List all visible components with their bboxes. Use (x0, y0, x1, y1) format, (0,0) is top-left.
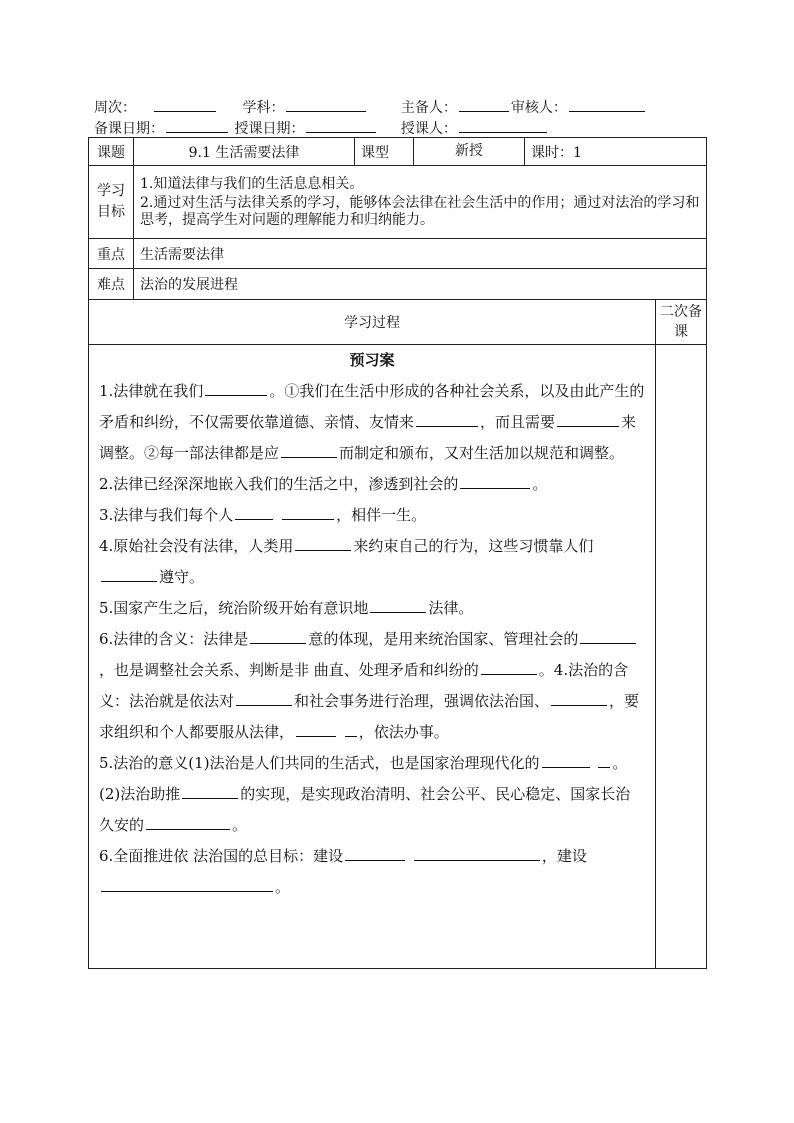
process-header-row (89, 300, 707, 345)
goal-2: 2.通过对生活与法律关系的学习，能够体会法律在社会生活中的作用；通过对法治的学习和思考，提高学生对问题的理解能力和归纳能力。 (140, 194, 700, 228)
question-2: 2.法律已经深深地嵌入我们的生活之中，渗透到社会的 。 (99, 475, 548, 493)
second-prep-area (656, 345, 707, 969)
goals-content (134, 166, 707, 239)
type-label: 课型 (355, 138, 414, 166)
goals-label: 学习目标 (89, 166, 134, 239)
question-5: 5.国家产生之后，统治阶级开始有意识地 法律。 (99, 599, 474, 617)
second-prep-label: 二次备课 (656, 300, 707, 345)
prep-date-blank (166, 118, 228, 133)
subject-blank (286, 97, 366, 112)
type-value: 新授 (414, 138, 525, 166)
goal-1: 1.知道法律与我们的生活息息相关。 (140, 175, 364, 192)
process-label: 学习过程 (89, 300, 656, 345)
preview-row (89, 345, 707, 969)
reviewer-label: 审核人： (510, 100, 567, 116)
difficulty-value: 法治的发展进程 (134, 269, 707, 300)
topic-label: 课题 (89, 138, 134, 166)
goals-row (89, 166, 707, 239)
question-8: 6.全面推进依 法治国的总目标：建设 ，建设。 (99, 847, 587, 896)
teach-date-blank (306, 118, 376, 133)
header-row-1 (94, 97, 647, 117)
main-preparer-blank (459, 97, 509, 112)
key-point-label: 重点 (89, 239, 134, 269)
question-6: 6.法律的含义：法律是 意的体现，是用来统治国家、管理社会的，也是调整社会关系、判断是非 曲直、处理矛盾和纠纷的 。4.法治的含义：法治就是依法对 和社会事务进行治理，强调依法治国、 ，要求组织和个人都要服从法律， ，依法办事。 (99, 630, 640, 741)
preview-title: 预习案 (349, 351, 395, 369)
lesson-plan-table (88, 137, 707, 969)
key-point-row (89, 239, 707, 269)
main-preparer-label: 主备人： (400, 100, 457, 116)
question-3: 3.法律与我们每个人 ，相伴一生。 (99, 506, 427, 524)
subject-label: 学科： (242, 100, 285, 116)
question-4: 4.原始社会没有法律，人类用 来约束自己的行为，这些习惯靠人们遵守。 (99, 537, 594, 586)
key-point-value: 生活需要法律 (134, 239, 707, 269)
preview-content (89, 345, 656, 969)
week-label: 周次： (94, 100, 136, 116)
question-7: 5.法治的意义(1)法治是人们共同的生活式，也是国家治理现代化的 。(2)法治助推 的实现，是实现政治清明、社会公平、民心稳定、国家长治久安的 。 (99, 754, 631, 834)
difficulty-row (89, 269, 707, 300)
topic-row (89, 138, 707, 166)
question-1: 1.法律就在我们 。①我们在生活中形成的各种社会关系，以及由此产生的矛盾和纠纷，不仅需要依靠道德、亲情、友情来 ，而且需要 来调整。②每一部法律都是应 而制定和颁布，又对生活加以规范和调整。 (99, 382, 645, 462)
hours-cell: 课时：1 (525, 138, 707, 166)
reviewer-blank (569, 97, 645, 112)
header-row-2 (94, 118, 549, 138)
week-blank (154, 97, 216, 112)
teacher-label: 授课人： (400, 121, 457, 137)
teach-date-label: 授课日期： (234, 121, 305, 137)
topic-value: 9.1 生活需要法律 (134, 138, 355, 166)
teacher-blank (459, 118, 547, 133)
prep-date-label: 备课日期： (94, 121, 164, 137)
difficulty-label: 难点 (89, 269, 134, 300)
